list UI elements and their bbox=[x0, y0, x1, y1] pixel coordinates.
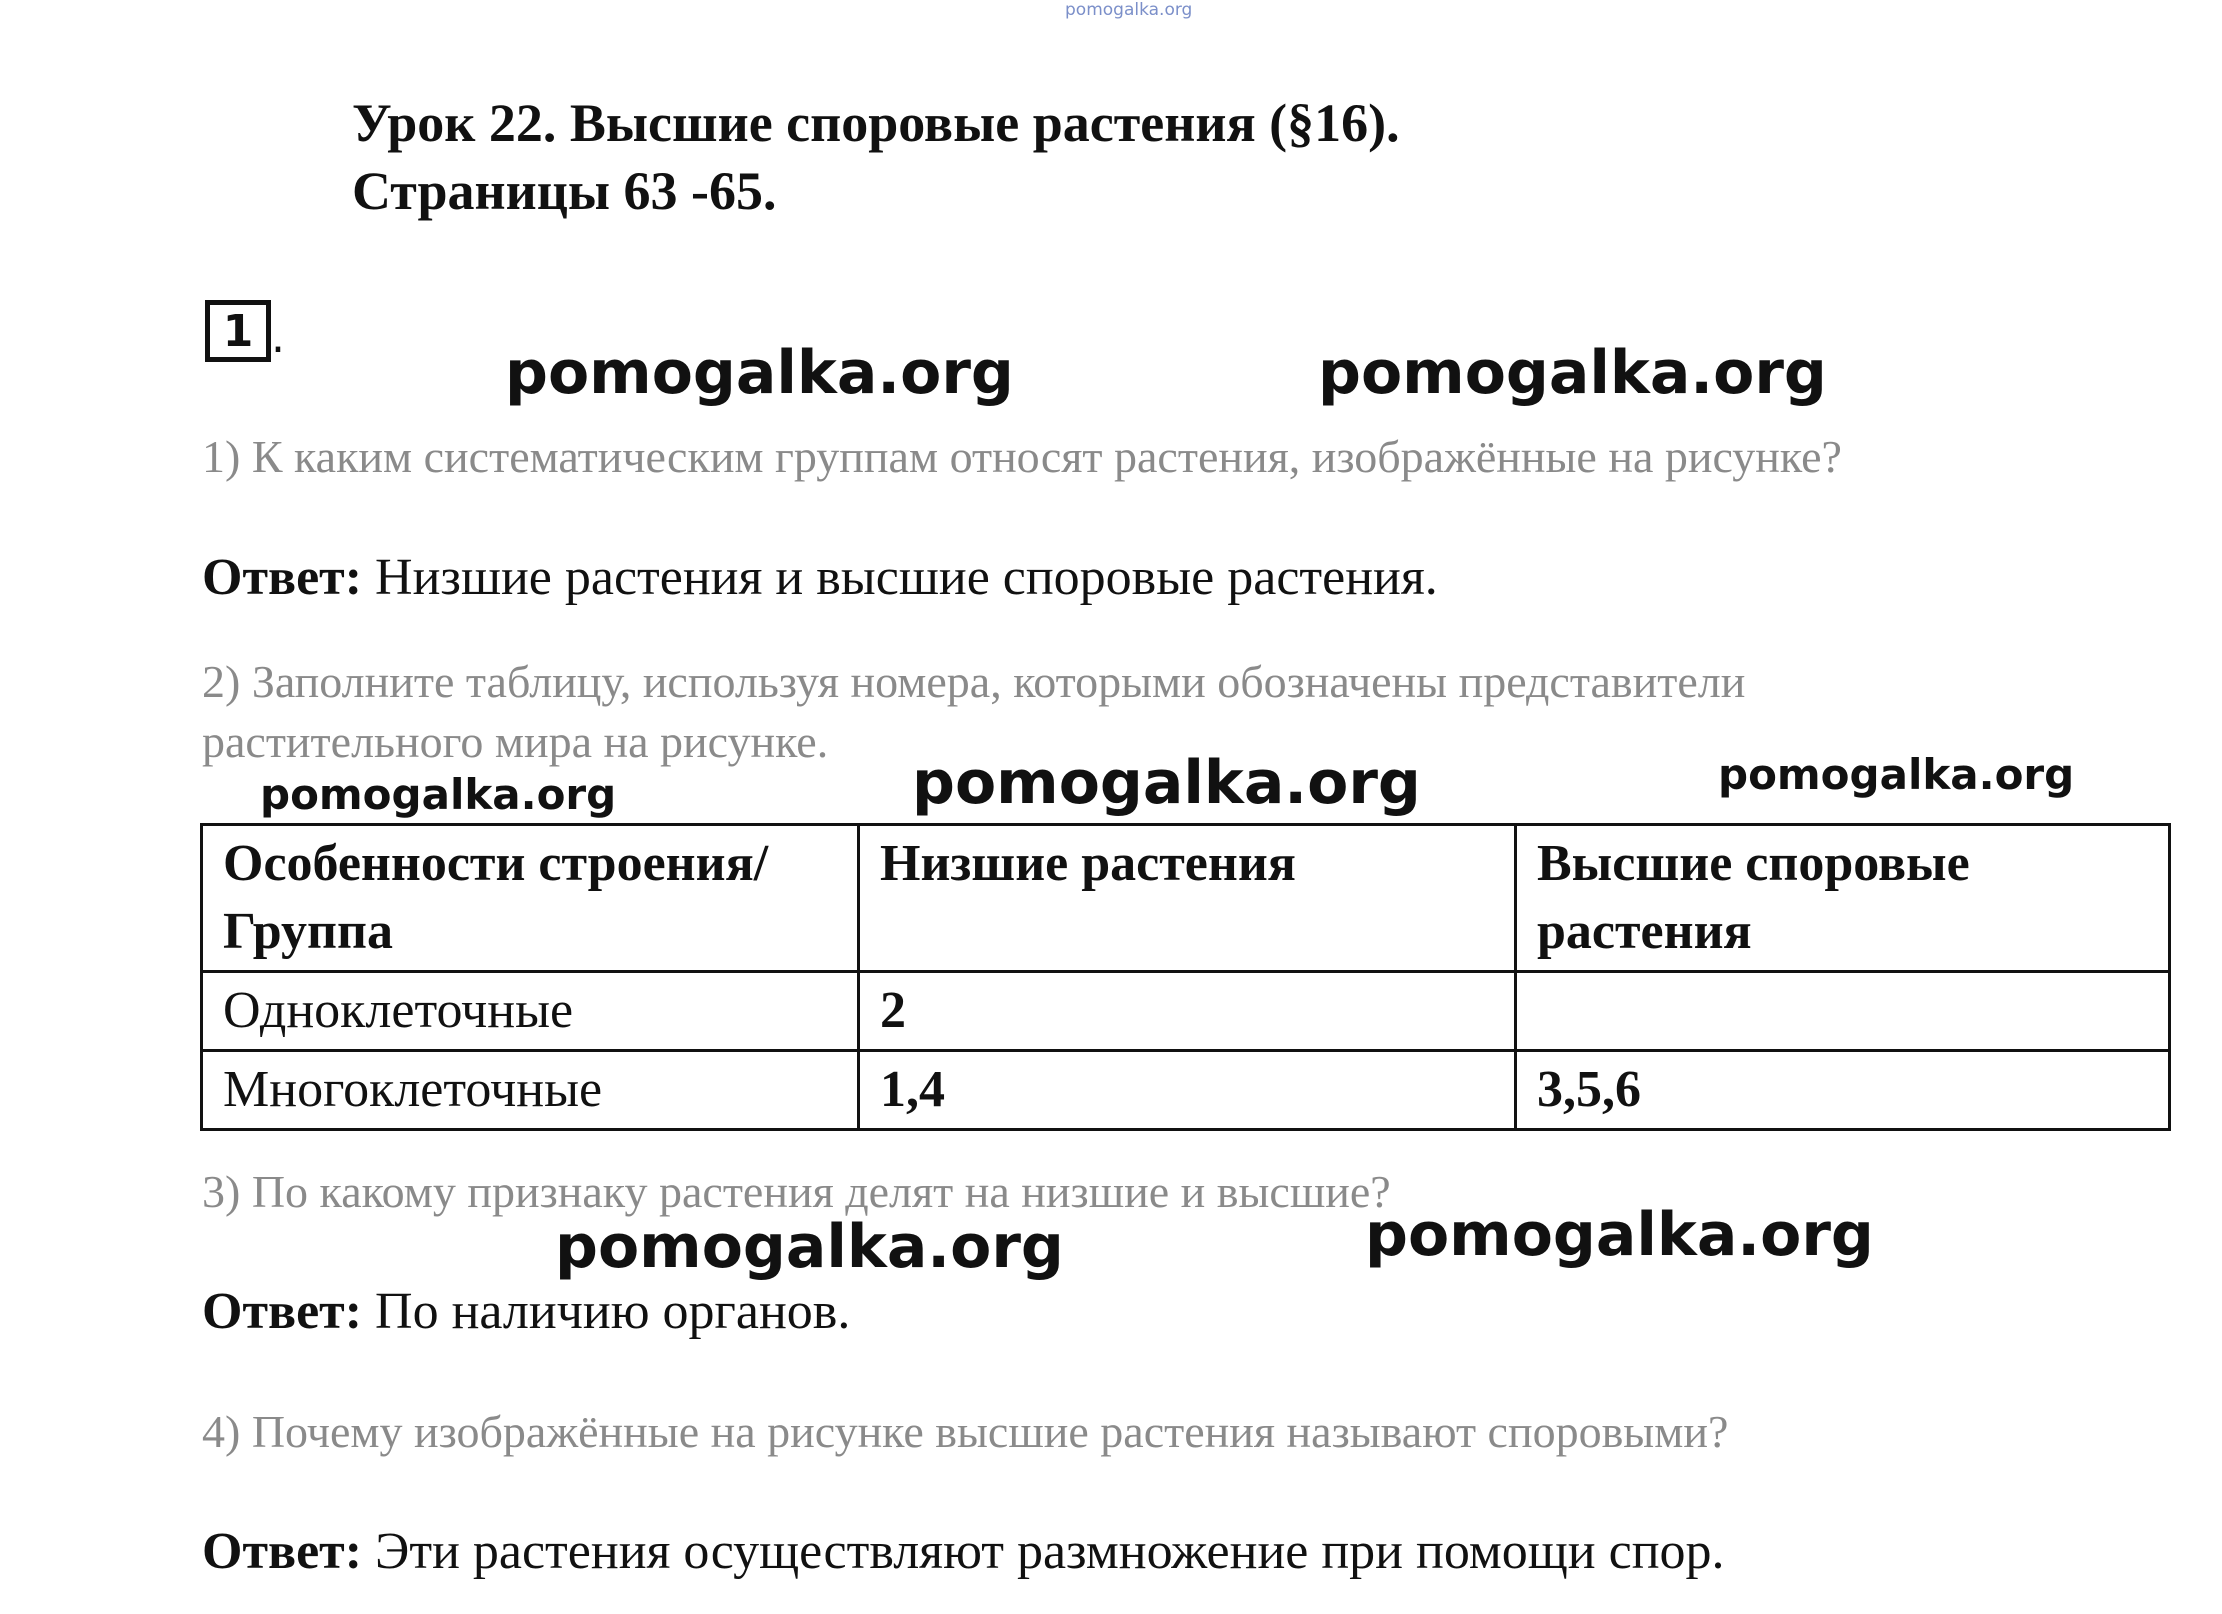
lesson-title: Урок 22. Высшие споровые растения (§16). bbox=[352, 93, 1400, 153]
table-cell bbox=[1516, 972, 2170, 1051]
question-4: 4) Почему изображённые на рисунке высшие растения называют споровыми? bbox=[202, 1406, 1729, 1457]
watermark: pomogalka.org bbox=[1718, 750, 2075, 799]
question-3: 3) По какому признаку растения делят на низшие и высшие? bbox=[202, 1166, 1391, 1217]
question-2-line-1: 2) Заполните таблицу, используя номера, которыми обозначены представители bbox=[202, 656, 1746, 707]
table-cell: 2 bbox=[859, 972, 1516, 1051]
table-header-row bbox=[202, 825, 2170, 972]
answer-label: Ответ: bbox=[202, 1283, 363, 1340]
answer-text: По наличию органов. bbox=[362, 1283, 851, 1340]
answer-1 bbox=[202, 548, 1438, 607]
table-cell: Одноклеточные bbox=[202, 972, 859, 1051]
watermark: pomogalka.org bbox=[260, 770, 617, 819]
answer-text: Низшие растения и высшие споровые растения. bbox=[362, 549, 1438, 606]
answer-label: Ответ: bbox=[202, 1523, 363, 1580]
watermark: pomogalka.org bbox=[505, 338, 1014, 408]
answer-4 bbox=[202, 1522, 1725, 1581]
table-header-cell: Низшие растения bbox=[859, 825, 1516, 972]
watermark: pomogalka.org bbox=[1365, 1200, 1874, 1270]
table-cell: 3,5,6 bbox=[1516, 1051, 2170, 1130]
table-cell: Многоклеточные bbox=[202, 1051, 859, 1130]
watermark: pomogalka.org bbox=[1318, 338, 1827, 408]
table-header-cell: Особенности строения/Группа bbox=[202, 825, 859, 972]
answer-text: Эти растения осуществляют размножение при помощи спор. bbox=[362, 1523, 1725, 1580]
question-1: 1) К каким систематическим группам относят растения, изображённые на рисунке? bbox=[202, 431, 1842, 482]
task-number: 1 bbox=[222, 305, 254, 357]
answer-3 bbox=[202, 1282, 850, 1341]
watermark: pomogalka.org bbox=[912, 748, 1421, 818]
table-cell: 1,4 bbox=[859, 1051, 1516, 1130]
question-2-line-2: растительного мира на рисунке. bbox=[202, 716, 829, 767]
table-row bbox=[202, 1051, 2170, 1130]
plants-table bbox=[200, 823, 2171, 1131]
watermark: pomogalka.org bbox=[555, 1212, 1064, 1282]
answer-label: Ответ: bbox=[202, 549, 363, 606]
table-row bbox=[202, 972, 2170, 1051]
table-header-cell: Высшие споровые растения bbox=[1516, 825, 2170, 972]
lesson-pages: Страницы 63 -65. bbox=[352, 161, 777, 221]
task-number-dot: . bbox=[271, 312, 285, 363]
task-number-box bbox=[205, 300, 271, 362]
top-watermark: pomogalka.org bbox=[1065, 0, 1193, 20]
